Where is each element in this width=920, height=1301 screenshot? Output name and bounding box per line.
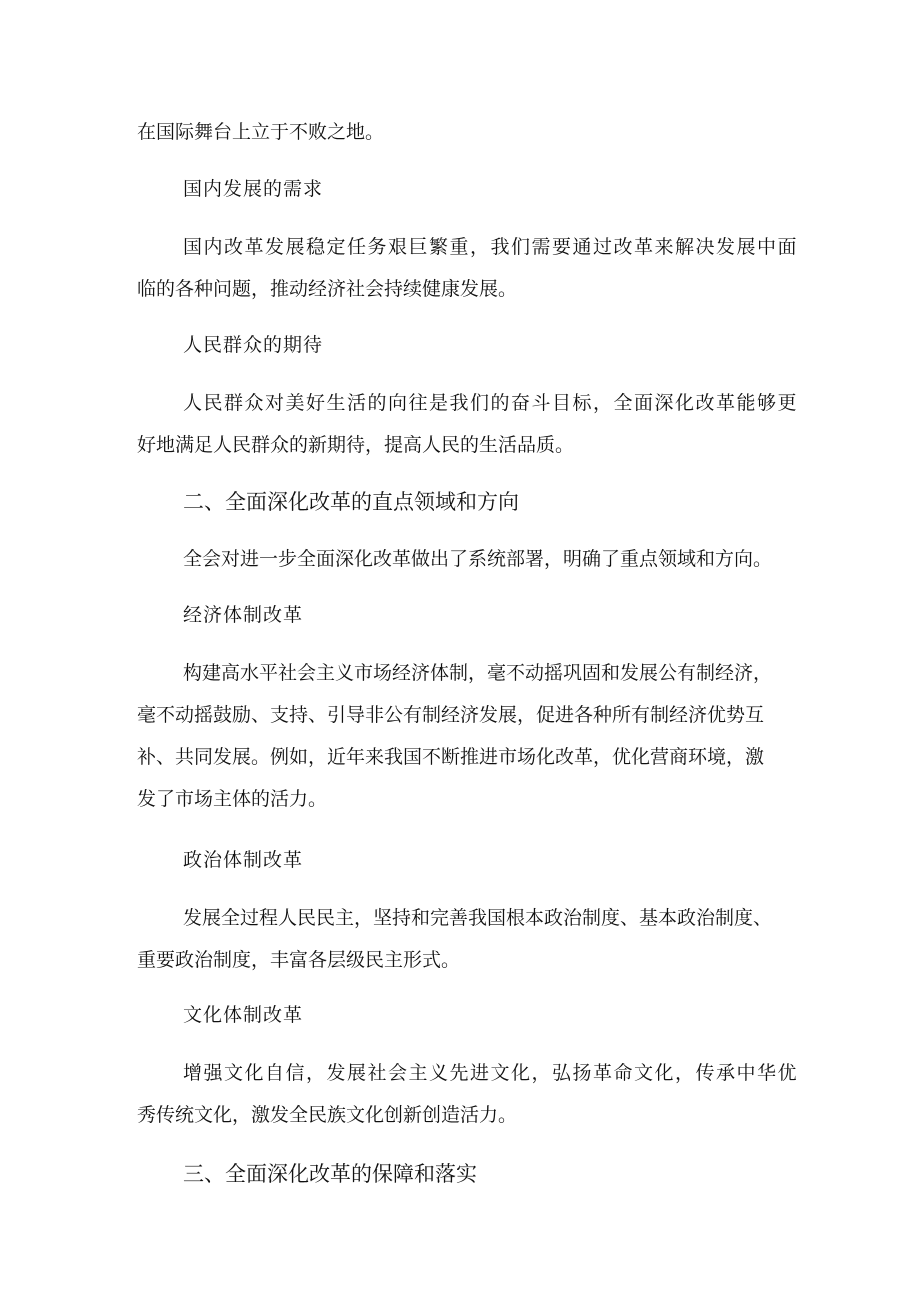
paragraph-line: 国内改革发展稳定任务艰巨繁重，我们需要通过改革来解决发展中面	[183, 236, 799, 258]
section-heading-2: 二、全面深化改革的直点领域和方向	[183, 490, 519, 514]
subheading-people-expectation: 人民群众的期待	[183, 334, 324, 356]
subheading-political-reform: 政治体制改革	[183, 849, 304, 871]
paragraph-line: 人民群众对美好生活的向往是我们的奋斗目标，全面深化改革能够更	[183, 392, 799, 414]
section-heading-3: 三、全面深化改革的保障和落实	[183, 1162, 477, 1186]
paragraph-line: 秀传统文化，激发全民族文化创新创造活力。	[137, 1104, 518, 1126]
subheading-cultural-reform: 文化体制改革	[183, 1004, 304, 1026]
paragraph-line: 补、共同发展。例如，近年来我国不断推进市场化改革，优化营商环境，激	[137, 746, 765, 768]
paragraph-line: 在国际舞台上立于不败之地。	[137, 121, 385, 143]
paragraph-line: 全会对进一步全面深化改革做出了系统部署，明确了重点领域和方向。	[183, 548, 773, 570]
paragraph-line: 重要政治制度，丰富各层级民主形式。	[137, 949, 461, 971]
paragraph-line: 发展全过程人民民主，坚持和完善我国根本政治制度、基本政治制度、	[183, 907, 773, 929]
paragraph-line: 毫不动摇鼓励、支持、引导非公有制经济发展，促进各种所有制经济优势互	[137, 704, 765, 726]
paragraph-line: 发了市场主体的活力。	[137, 788, 328, 810]
subheading-domestic-demand: 国内发展的需求	[183, 178, 324, 200]
paragraph-line: 构建高水平社会主义市场经济体制，毫不动摇巩固和发展公有制经济，	[183, 662, 773, 684]
subheading-economic-reform: 经济体制改革	[183, 604, 304, 626]
paragraph-line: 好地满足人民群众的新期待，提高人民的生活品质。	[137, 434, 575, 456]
paragraph-line: 增强文化自信，发展社会主义先进文化，弘扬革命文化，传承中华优	[183, 1062, 799, 1084]
paragraph-line: 临的各种问题，推动经济社会持续健康发展。	[137, 278, 518, 300]
